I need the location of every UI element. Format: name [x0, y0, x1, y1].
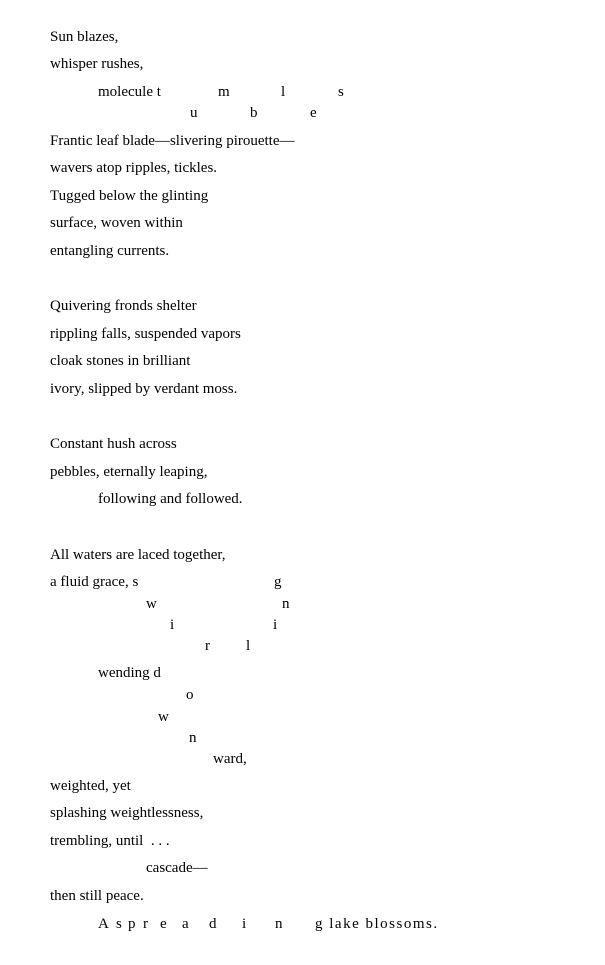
- scattered-letter: i: [242, 916, 247, 932]
- scattered-letter: i: [170, 617, 175, 633]
- scattered-letter: g: [274, 574, 282, 590]
- scattered-letter: m: [218, 84, 230, 100]
- poem-line: g lake blossoms.: [315, 916, 439, 932]
- poem-line: weighted, yet: [50, 778, 131, 794]
- poem-line: Frantic leaf blade—slivering pirouette—: [50, 133, 295, 149]
- poem-line: wending d: [98, 665, 161, 681]
- scattered-letter: n: [189, 730, 197, 746]
- poem-line: entangling currents.: [50, 243, 170, 259]
- poem-line: ivory, slipped by verdant moss.: [50, 381, 238, 397]
- poem-line: rippling falls, suspended vapors: [50, 326, 241, 342]
- poem-line: All waters are laced together,: [50, 547, 226, 563]
- scattered-letter: a: [182, 916, 189, 932]
- poem-line: Constant hush across: [50, 436, 177, 452]
- scattered-letter: l: [246, 638, 251, 654]
- scattered-letter: e: [160, 916, 167, 932]
- poem-line: pebbles, eternally leaping,: [50, 464, 208, 480]
- poem-line: surface, woven within: [50, 215, 183, 231]
- scattered-letter: n: [275, 916, 283, 932]
- poem-line: cascade—: [146, 860, 208, 876]
- scattered-letter: b: [250, 105, 258, 121]
- poem-line: wavers atop ripples, tickles.: [50, 160, 218, 176]
- scattered-letter: d: [209, 916, 217, 932]
- poem-line: ward,: [213, 751, 247, 767]
- poem-line: splashing weightlessness,: [50, 805, 204, 821]
- scattered-letter: o: [186, 687, 194, 703]
- scattered-letter: n: [282, 596, 290, 612]
- scattered-letter: s: [116, 916, 122, 932]
- scattered-letter: l: [281, 84, 286, 100]
- poem-line: a fluid grace, s: [50, 574, 139, 590]
- poem-line: trembling, until . . .: [50, 833, 170, 849]
- poem-line: cloak stones in brilliant: [50, 353, 191, 369]
- poem-line: then still peace.: [50, 888, 144, 904]
- poem-line: Tugged below the glinting: [50, 188, 209, 204]
- poem-line: whisper rushes,: [50, 56, 144, 72]
- scattered-letter: e: [310, 105, 317, 121]
- scattered-letter: w: [158, 709, 169, 725]
- scattered-letter: p: [128, 916, 136, 932]
- scattered-letter: u: [190, 105, 198, 121]
- scattered-letter: A: [98, 916, 109, 932]
- scattered-letter: r: [143, 916, 148, 932]
- poem-line: Quivering fronds shelter: [50, 298, 197, 314]
- scattered-letter: w: [146, 596, 157, 612]
- poem-line: molecule t: [98, 84, 161, 100]
- poem-line: following and followed.: [98, 491, 243, 507]
- scattered-letter: i: [273, 617, 278, 633]
- poem-line: Sun blazes,: [50, 29, 119, 45]
- scattered-letter: r: [205, 638, 210, 654]
- scattered-letter: s: [338, 84, 344, 100]
